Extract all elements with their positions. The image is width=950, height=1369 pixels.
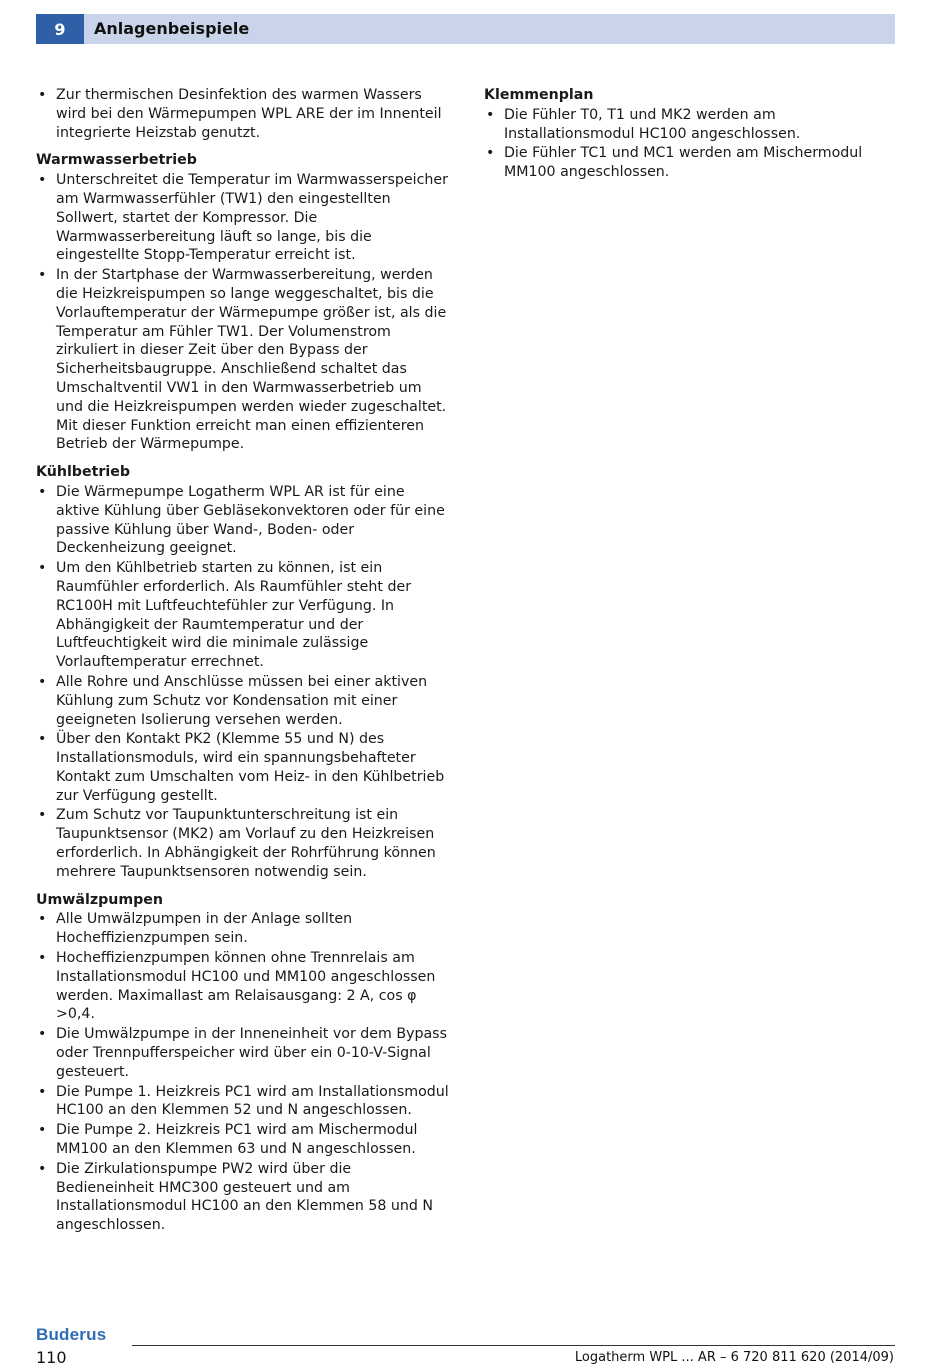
chapter-number: 9 bbox=[36, 14, 84, 44]
section-heading: Klemmenplan bbox=[484, 87, 594, 103]
section-kuehlbetrieb bbox=[36, 463, 451, 882]
list-item: • Um den Kühlbetrieb starten zu können, ist ein Raumfühler erforderlich. Als Raumfühler steht der RC100H mit Luftfeuchtefühler zur Verfügung. In Abhängigkeit der Raumtemperatur und der Luftfeuchtigkeit wird die minimale zulässige Vorlauftemperatur errechnet. bbox=[36, 559, 451, 672]
list-item: • Die Wärmepumpe Logatherm WPL AR ist für eine aktive Kühlung über Gebläsekonvektoren oder für eine passive Kühlung über Wand-, Boden- oder Deckenheizung geeignet. bbox=[36, 483, 451, 558]
document-reference: Logatherm WPL ... AR – 6 720 811 620 (2014/09) bbox=[574, 1350, 894, 1365]
list-item: • Die Fühler T0, T1 und MK2 werden am Installationsmodul HC100 angeschlossen. bbox=[484, 106, 895, 144]
intro-section bbox=[36, 86, 451, 142]
list-item: • Die Pumpe 2. Heizkreis PC1 wird am Mischermodul MM100 an den Klemmen 63 und N angeschlossen. bbox=[36, 1121, 451, 1159]
intro-list bbox=[36, 86, 451, 142]
section-heading: Warmwasserbetrieb bbox=[36, 152, 197, 169]
bullet-list bbox=[36, 171, 451, 454]
right-column bbox=[484, 86, 895, 191]
bullet-list bbox=[36, 910, 451, 1235]
list-item: • Über den Kontakt PK2 (Klemme 55 und N) des Installationsmoduls, wird ein spannungsbehafteter Kontakt zum Umschalten vom Heiz- in den Kühlbetrieb zur Verfügung gestellt. bbox=[36, 730, 451, 805]
list-item: • Die Fühler TC1 und MC1 werden am Mischermodul MM100 angeschlossen. bbox=[484, 144, 895, 182]
list-item: • Hocheffizienzpumpen können ohne Trennrelais am Installationsmodul HC100 und MM100 angeschlossen werden. Maximallast am Relaisausgang: 2 A, cos φ >0,4. bbox=[36, 949, 451, 1024]
list-item: • Alle Rohre und Anschlüsse müssen bei einer aktiven Kühlung zum Schutz vor Kondensation mit einer geeigneten Isolierung versehen werden. bbox=[36, 673, 451, 729]
list-item: • Zum Schutz vor Taupunktunterschreitung ist ein Taupunktsensor (MK2) am Vorlauf zu den Heizkreisen erforderlich. In Abhängigkeit der Rohrführung können mehrere Taupunktsensoren notwendig sein. bbox=[36, 806, 451, 881]
list-item: • Alle Umwälzpumpen in der Anlage sollten Hocheffizienzpumpen sein. bbox=[36, 910, 451, 948]
left-column bbox=[36, 86, 451, 1244]
section-umwaelzpumpen bbox=[36, 891, 451, 1235]
bullet-list bbox=[484, 106, 895, 182]
list-item: • Unterschreitet die Temperatur im Warmwasserspeicher am Warmwasserfühler (TW1) den eingestellten Sollwert, startet der Kompressor. Die Warmwasserbereitung läuft so lange, bis die eingestellte Stopp-Temperatur erreicht ist. bbox=[36, 171, 451, 265]
list-item: • Zur thermischen Desinfektion des warmen Wassers wird bei den Wärmepumpen WPL ARE der im Innenteil integrierte Heizstab genutzt. bbox=[36, 86, 451, 142]
section-heading: Umwälzpumpen bbox=[36, 891, 164, 908]
list-item: • Die Zirkulationspumpe PW2 wird über die Bedieneinheit HMC300 gesteuert und am Installationsmodul HC100 an den Klemmen 58 und N angeschlossen. bbox=[36, 1160, 451, 1235]
section-warmwasserbetrieb bbox=[36, 151, 451, 454]
chapter-header bbox=[36, 14, 895, 44]
section-klemmenplan bbox=[484, 86, 895, 182]
list-item: • Die Umwälzpumpe in der Inneneinheit vor dem Bypass oder Trennpufferspeicher wird über ein 0-10-V-Signal gesteuert. bbox=[36, 1025, 451, 1081]
footer-divider bbox=[132, 1345, 895, 1346]
list-item: • Die Pumpe 1. Heizkreis PC1 wird am Installationsmodul HC100 an den Klemmen 52 und N angeschlossen. bbox=[36, 1083, 451, 1121]
page-number: 110 bbox=[36, 1348, 67, 1367]
list-item: • In der Startphase der Warmwasserbereitung, werden die Heizkreispumpen so lange weggeschaltet, bis die Vorlauftemperatur der Wärmepumpe größer ist, als die Temperatur am Fühler TW1. Der Volumenstrom zirkuliert in dieser Zeit über den Bypass der Sicherheitsbaugruppe. Anschließend schaltet das Umschaltventil VW1 in den Warmwasserbetrieb um und die Heizkreispumpen werden wieder zugeschaltet. Mit dieser Funktion erreicht man einen effizienteren Betrieb der Wärmepumpe. bbox=[36, 266, 451, 454]
section-heading: Kühlbetrieb bbox=[36, 464, 131, 481]
bullet-list bbox=[36, 483, 451, 882]
chapter-title: Anlagenbeispiele bbox=[94, 19, 250, 38]
buderus-logo: Buderus bbox=[36, 1325, 107, 1344]
